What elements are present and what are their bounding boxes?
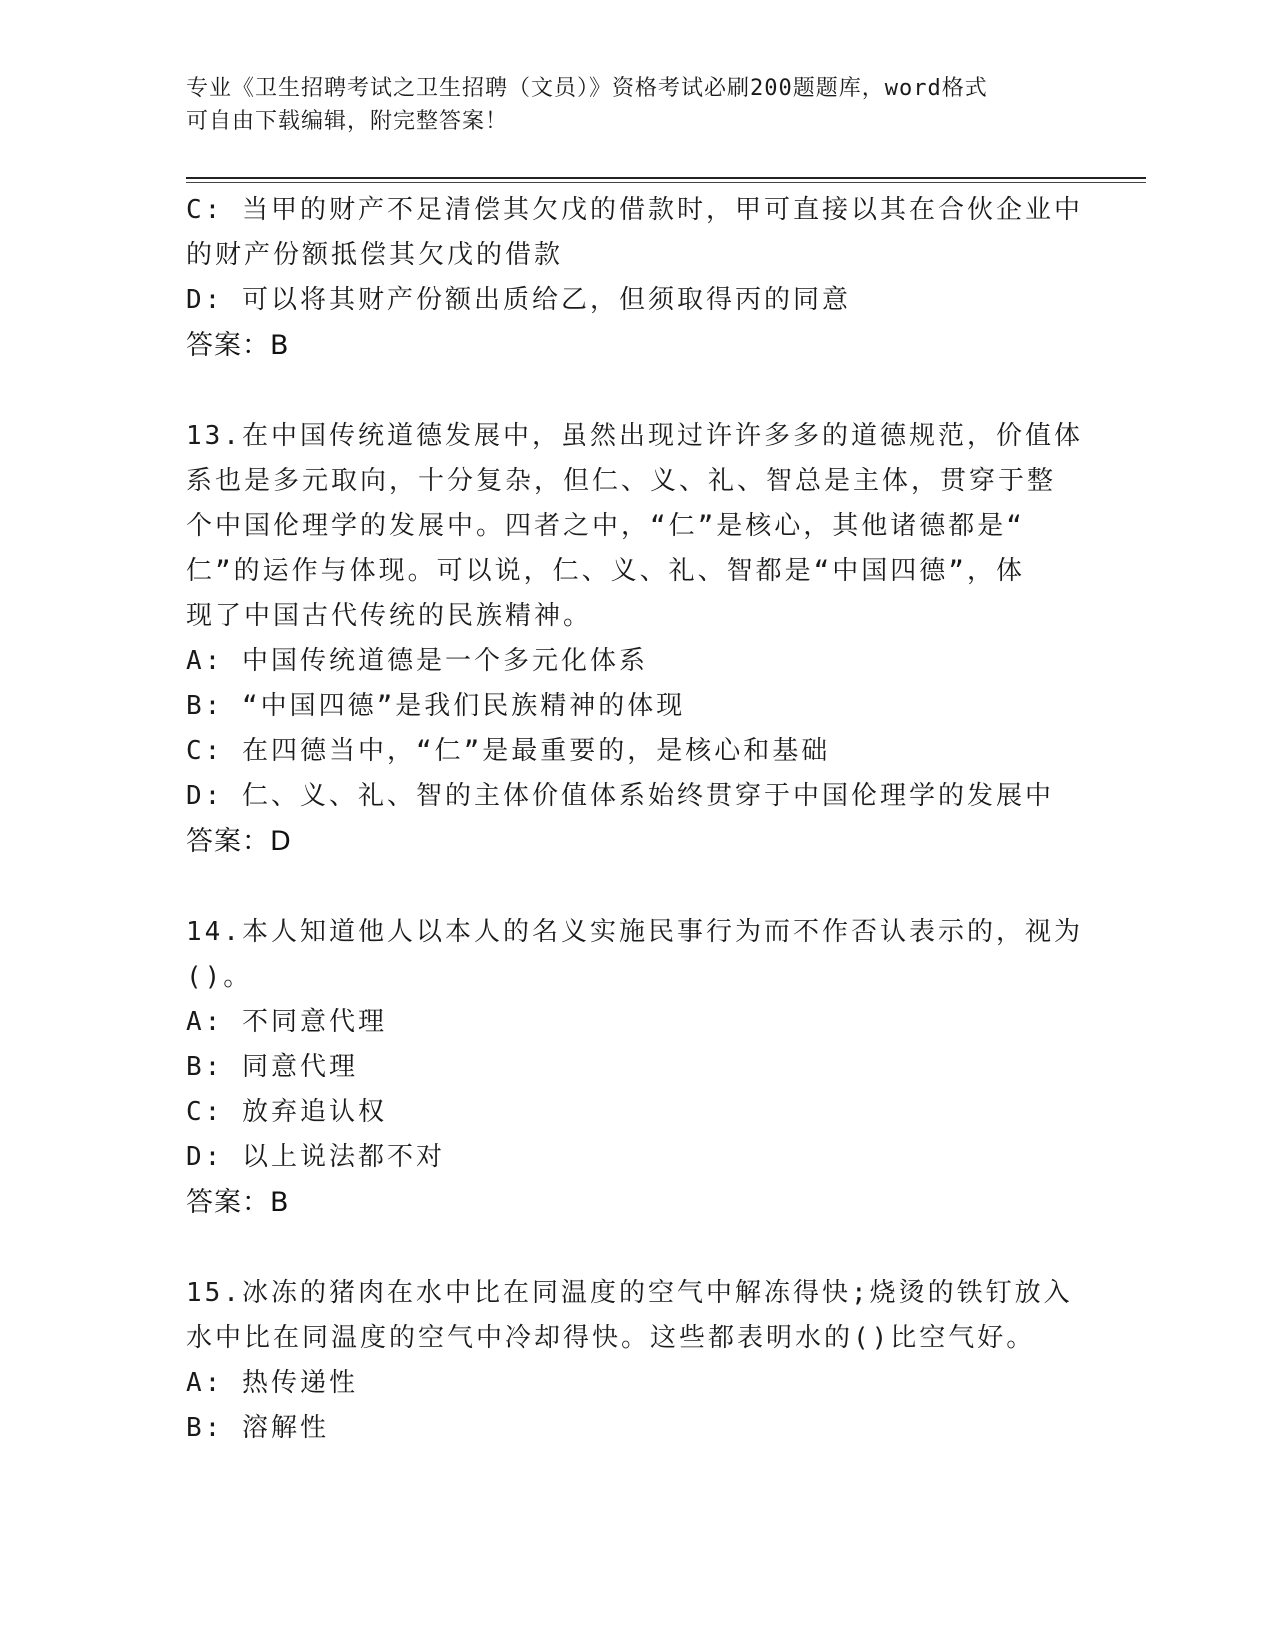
spacer — [186, 368, 1076, 414]
question-14-option-b: B: 同意代理 — [186, 1052, 358, 1082]
header-line-1: 专业《卫生招聘考试之卫生招聘（文员）》资格考试必刷200题题库，word格式 — [186, 76, 988, 101]
question-13-option-a: A: 中国传统道德是一个多元化体系 — [186, 646, 648, 676]
option-d: D: 可以将其财产份额出质给乙，但须取得丙的同意 — [186, 285, 851, 315]
question-15-stem-line: 15.冰冻的猪肉在水中比在同温度的空气中解冻得快;烧烫的铁钉放入 — [186, 1278, 1073, 1308]
answer-13: 答案：D — [186, 826, 292, 857]
question-14-option-a: A: 不同意代理 — [186, 1007, 387, 1037]
question-13-stem-line: 系也是多元取向，十分复杂，但仁、义、礼、智总是主体，贯穿于整 — [186, 466, 1057, 496]
answer-14: 答案：B — [186, 1187, 290, 1218]
question-15-option-b: B: 溶解性 — [186, 1413, 329, 1443]
header-divider-thin — [186, 182, 1146, 183]
question-13-option-b: B: “中国四德”是我们民族精神的体现 — [186, 691, 686, 721]
option-c-line-2: 的财产份额抵偿其欠戊的借款 — [186, 240, 564, 270]
question-14-option-d: D: 以上说法都不对 — [186, 1142, 445, 1172]
question-13-option-d: D: 仁、义、礼、智的主体价值体系始终贯穿于中国伦理学的发展中 — [186, 781, 1054, 811]
question-13-stem-line: 13.在中国传统道德发展中，虽然出现过许许多多的道德规范，价值体 — [186, 421, 1083, 451]
question-14 — [186, 910, 1083, 1225]
question-content — [186, 188, 1083, 1451]
spacer — [186, 864, 1076, 910]
document-header — [186, 72, 1066, 138]
question-12-tail — [186, 188, 1083, 368]
question-15-option-a: A: 热传递性 — [186, 1368, 358, 1398]
header-divider-thick — [186, 177, 1146, 179]
question-13-stem-line: 个中国伦理学的发展中。四者之中，“仁”是核心，其他诸德都是“ — [186, 511, 1025, 541]
spacer — [186, 1225, 1076, 1271]
question-14-option-c: C: 放弃追认权 — [186, 1097, 387, 1127]
question-13-option-c: C: 在四德当中，“仁”是最重要的，是核心和基础 — [186, 736, 831, 766]
header-line-2: 可自由下载编辑，附完整答案！ — [186, 109, 509, 134]
answer-12: 答案：B — [186, 330, 290, 361]
question-13 — [186, 414, 1083, 864]
question-15-stem-line: 水中比在同温度的空气中冷却得快。这些都表明水的()比空气好。 — [186, 1323, 1036, 1353]
option-c-line-1: C: 当甲的财产不足清偿其欠戊的借款时，甲可直接以其在合伙企业中 — [186, 195, 1083, 225]
question-14-stem-line: 14.本人知道他人以本人的名义实施民事行为而不作否认表示的，视为 — [186, 917, 1083, 947]
question-15 — [186, 1271, 1076, 1451]
question-13-stem-line: 仁”的运作与体现。可以说，仁、义、礼、智都是“中国四德”，体 — [186, 556, 1025, 586]
question-13-stem-line: 现了中国古代传统的民族精神。 — [186, 601, 593, 631]
question-14-stem-line: ()。 — [186, 962, 253, 992]
